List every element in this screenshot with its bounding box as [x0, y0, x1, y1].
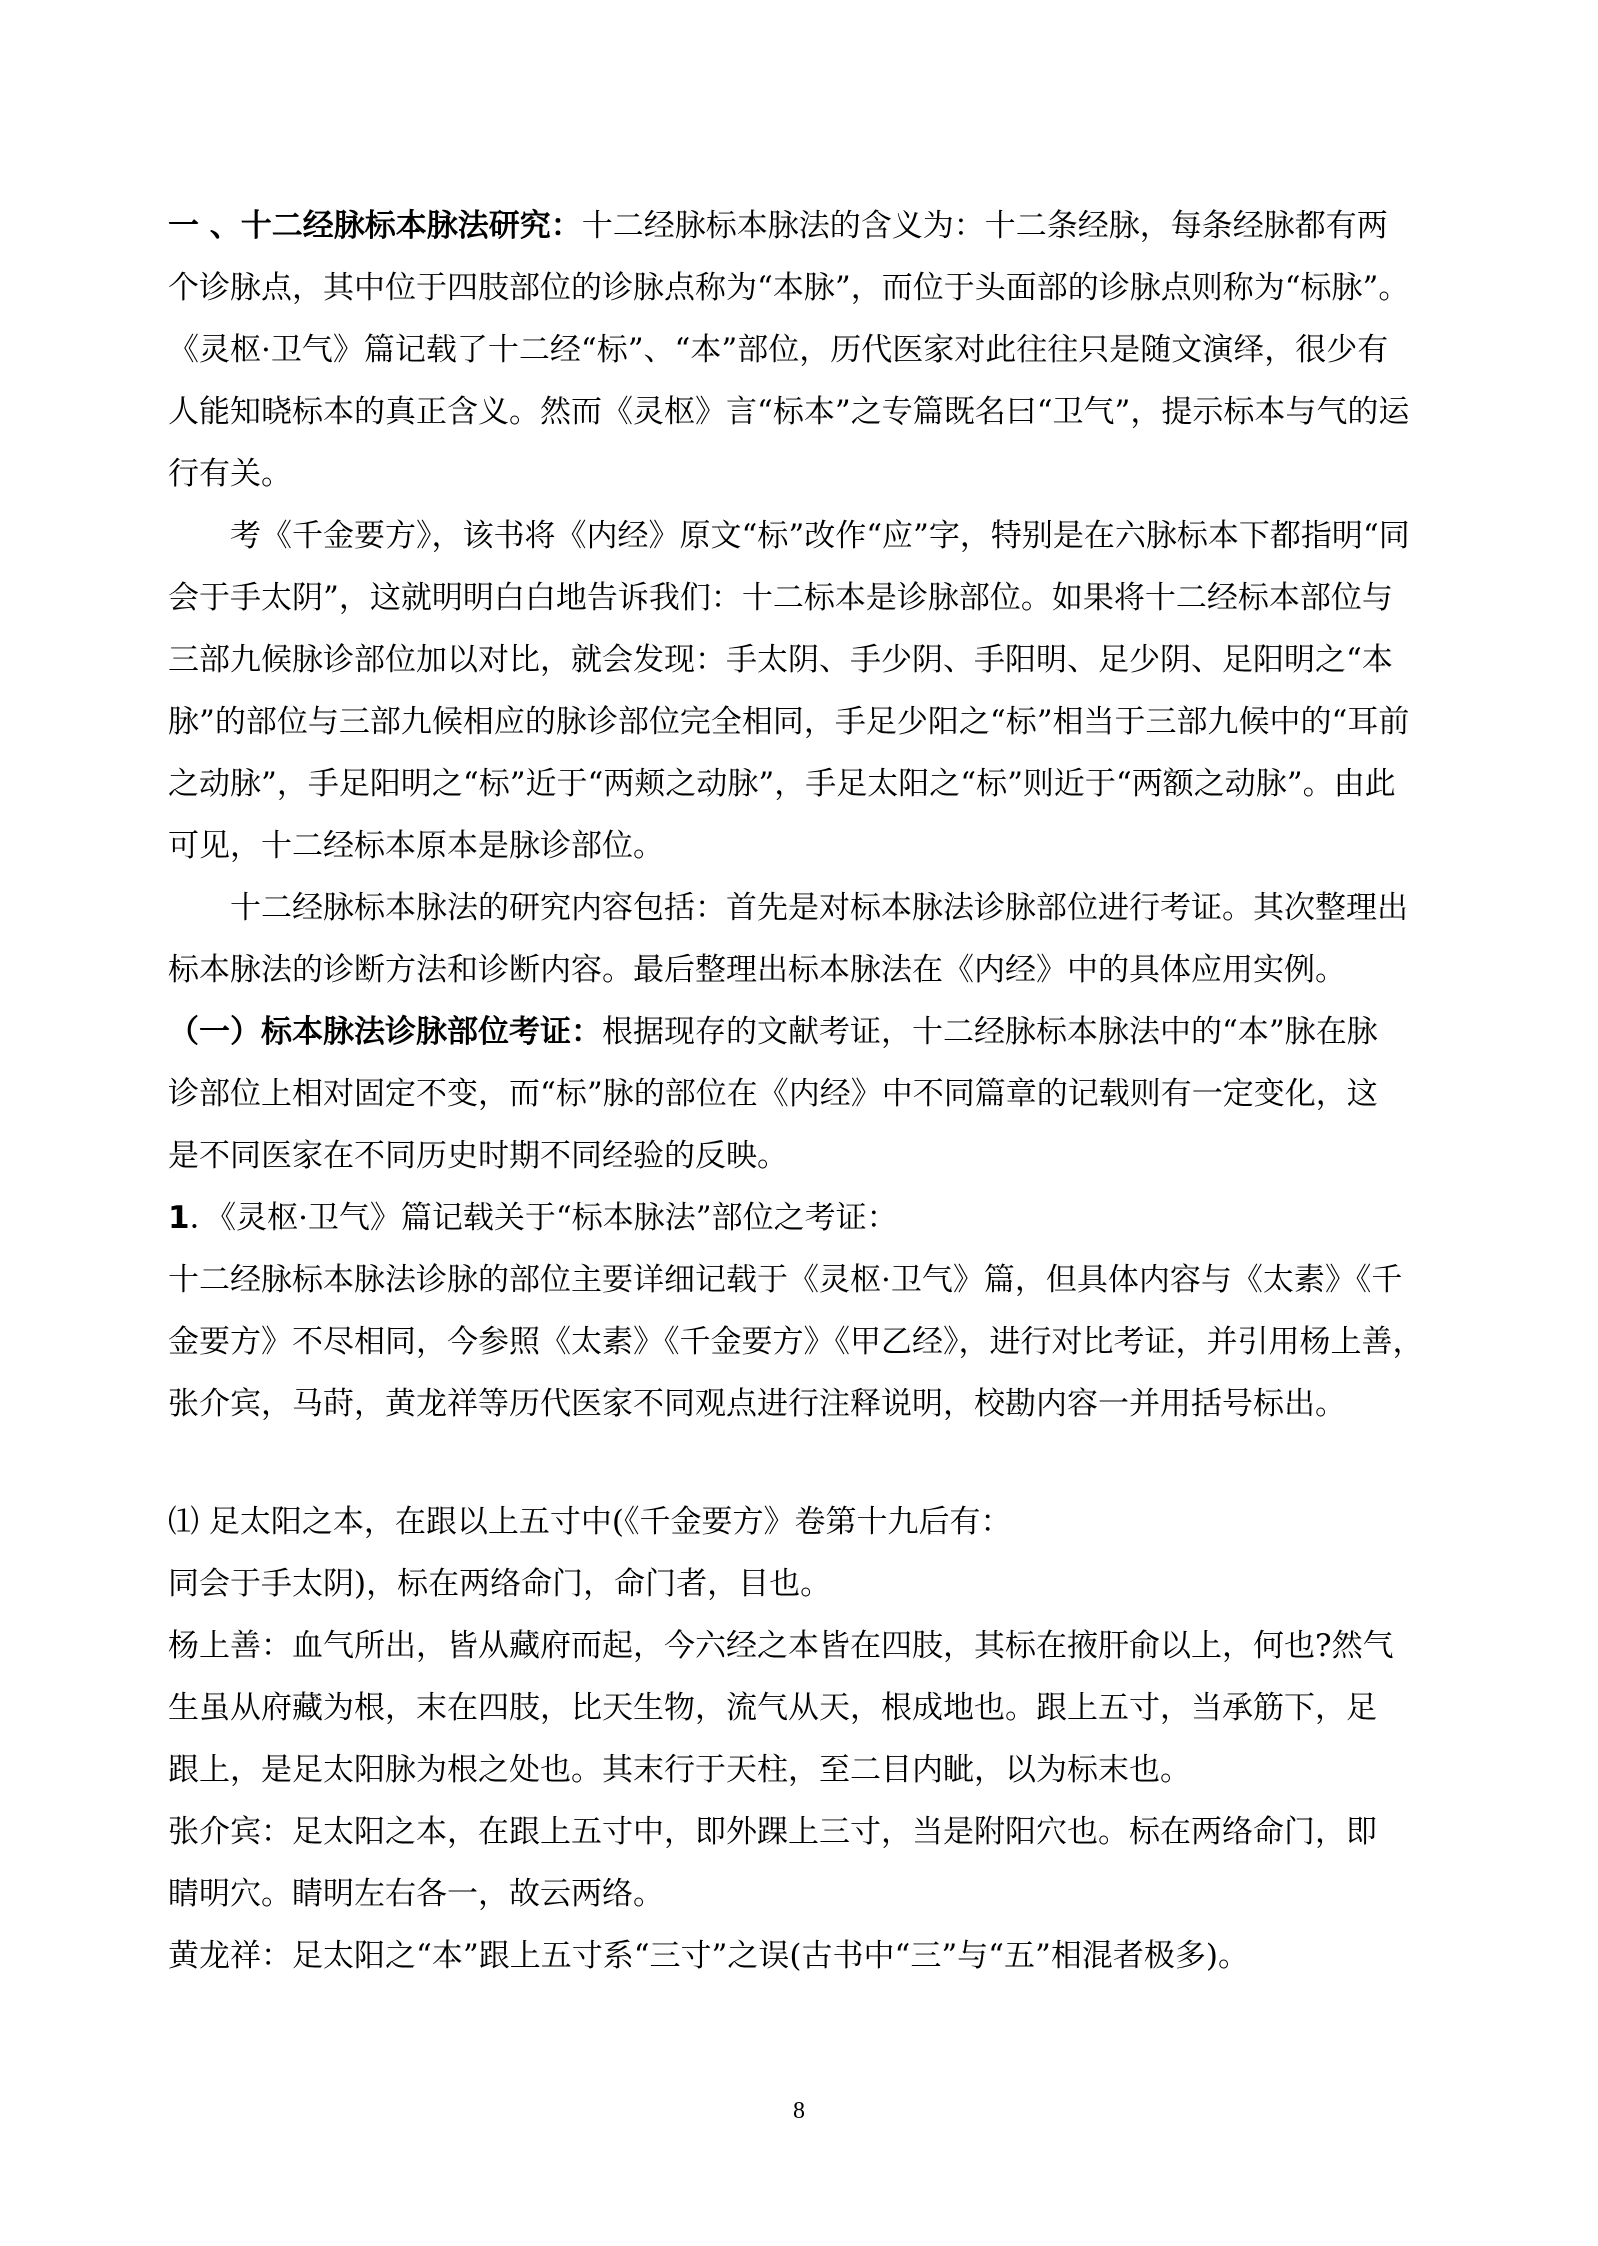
paragraph-line: 三部九候脉诊部位加以对比，就会发现：手太阴、手少阴、手阳明、足少阴、足阳明之“本	[168, 642, 1393, 678]
paragraph-line: 个诊脉点，其中位于四肢部位的诊脉点称为“本脉”，而位于头面部的诊脉点则称为“标脉”。	[168, 270, 1410, 306]
paragraph-line: 之动脉”，手足阳明之“标”近于“两颊之动脉”，手足太阳之“标”则近于“两额之动脉”。由此	[168, 766, 1396, 802]
section-heading: 一 、十二经脉标本脉法研究：	[168, 208, 582, 244]
paragraph-line: 张介宾，马莳，黄龙祥等历代医家不同观点进行注释说明，校勘内容一并用括号标出。	[168, 1386, 1346, 1422]
paragraph-line: 脉”的部位与三部九候相应的脉诊部位完全相同，手足少阳之“标”相当于三部九候中的“耳前	[168, 704, 1410, 740]
paragraph-line: 可见，十二经标本原本是脉诊部位。	[168, 828, 664, 864]
item-number: 1	[168, 1200, 190, 1236]
paragraph-line: 是不同医家在不同历史时期不同经验的反映。	[168, 1138, 788, 1174]
item-heading-line	[168, 1187, 1438, 1249]
paragraph-line: 人能知晓标本的真正含义。然而《灵枢》言“标本”之专篇既名曰“卫气”，提示标本与气的运	[168, 394, 1410, 430]
paragraph-line: 十二经脉标本脉法诊脉的部位主要详细记载于《灵枢·卫气》篇，但具体内容与《太素》《千	[168, 1262, 1403, 1298]
entry-line: 同会于手太阴)，标在两络命门，命门者，目也。	[168, 1566, 832, 1602]
entry-line: 睛明穴。睛明左右各一，故云两络。	[168, 1876, 664, 1912]
paragraph-line: 金要方》不尽相同，今参照《太素》《千金要方》《甲乙经》，进行对比考证，并引用杨上善，	[168, 1324, 1424, 1360]
section-heading-line	[168, 195, 1438, 257]
paragraph-line: 考《千金要方》，该书将《内经》原文“标”改作“应”字，特别是在六脉标本下都指明“同	[230, 518, 1410, 554]
document-body	[168, 195, 1438, 1987]
paragraph-line: 《灵枢·卫气》篇记载了十二经“标”、“本”部位，历代医家对此往往只是随文演绎，很少有	[168, 332, 1389, 368]
paragraph-line: 标本脉法的诊断方法和诊断内容。最后整理出标本脉法在《内经》中的具体应用实例。	[168, 952, 1346, 988]
subsection-heading: （一）标本脉法诊脉部位考证：	[168, 1014, 602, 1050]
paragraph-text: 十二经脉标本脉法的含义为：十二条经脉，每条经脉都有两	[581, 208, 1388, 244]
item-heading: ．《灵枢·卫气》篇记载关于“标本脉法”部位之考证：	[189, 1200, 898, 1236]
entry-line: 生虽从府藏为根，末在四肢，比天生物，流气从天，根成地也。跟上五寸，当承筋下，足	[168, 1690, 1377, 1726]
page-number: 8	[793, 2098, 805, 2124]
entry-line: 张介宾：足太阳之本，在跟上五寸中，即外踝上三寸，当是附阳穴也。标在两络命门，即	[168, 1814, 1377, 1850]
paragraph-line: 行有关。	[168, 456, 292, 492]
paragraph-line: 会于手太阴”，这就明明白白地告诉我们：十二标本是诊脉部位。如果将十二经标本部位与	[168, 580, 1393, 616]
entry-line: 黄龙祥：足太阳之“本”跟上五寸系“三寸”之误(古书中“三”与“五”相混者极多)。	[168, 1938, 1249, 1974]
paragraph-line: 诊部位上相对固定不变，而“标”脉的部位在《内经》中不同篇章的记载则有一定变化，这	[168, 1076, 1378, 1112]
entry-line: 跟上，是足太阳脉为根之处也。其末行于天柱，至二目内眦，以为标末也。	[168, 1752, 1191, 1788]
entry-line: 杨上善：血气所出，皆从藏府而起，今六经之本皆在四肢，其标在掖肝俞以上，何也?然气	[168, 1628, 1394, 1664]
paragraph-line: 十二经脉标本脉法的研究内容包括：首先是对标本脉法诊脉部位进行考证。其次整理出	[230, 890, 1408, 926]
entry-line: ⑴ 足太阳之本，在跟以上五寸中(《千金要方》卷第十九后有：	[168, 1504, 1012, 1540]
subsection-heading-line	[168, 1001, 1438, 1063]
spacer	[168, 1435, 1438, 1491]
paragraph-text: 根据现存的文献考证，十二经脉标本脉法中的“本”脉在脉	[602, 1014, 1378, 1050]
